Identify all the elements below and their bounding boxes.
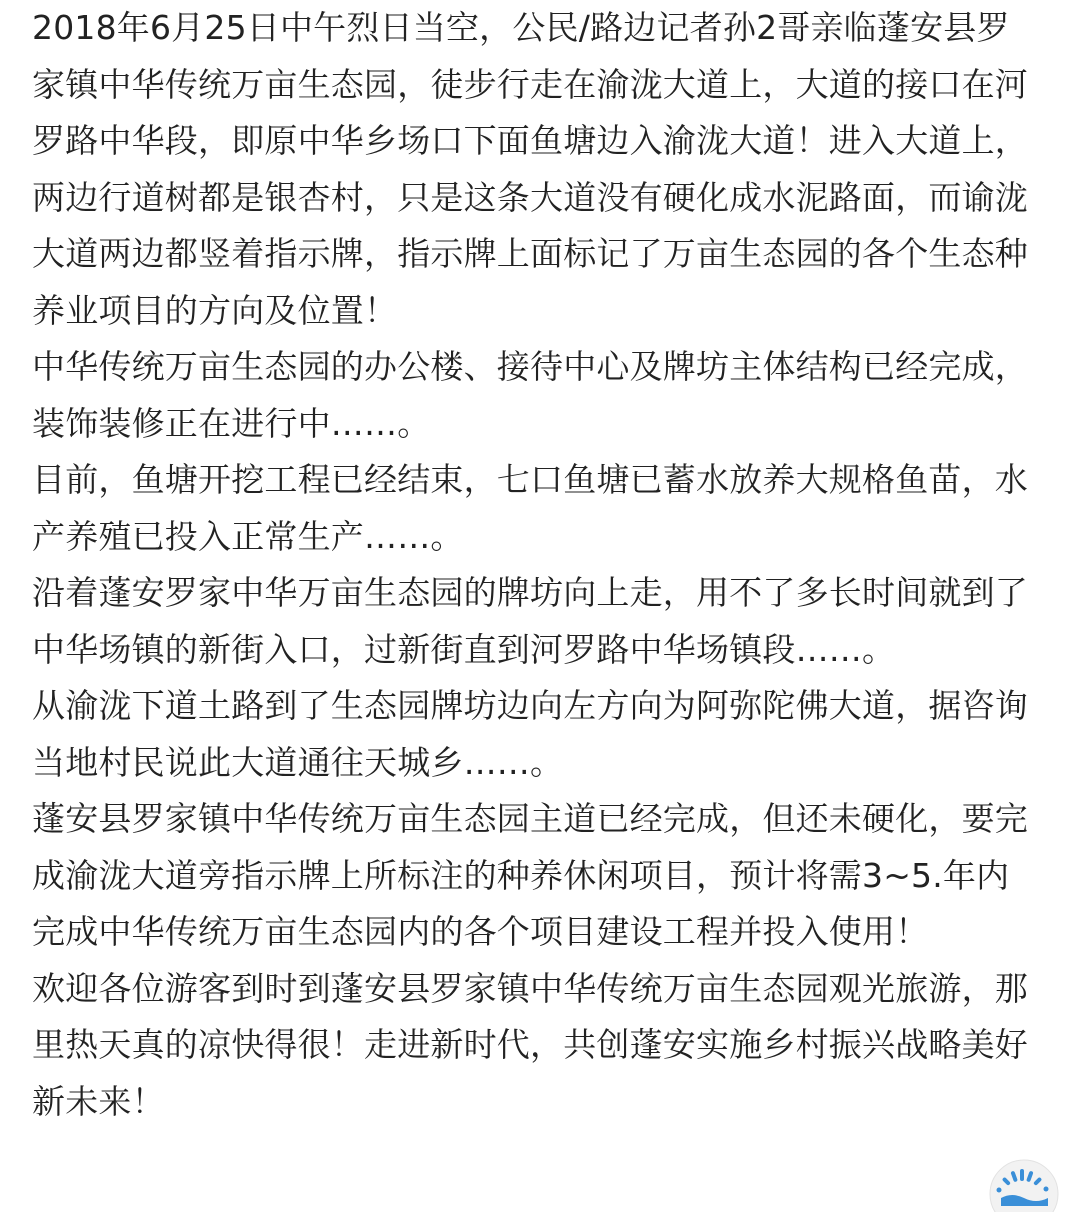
article-body bbox=[32, 0, 1037, 1130]
paragraph-7: 欢迎各位游客到时到蓬安县罗家镇中华传统万亩生态园观光旅游，那里热天真的凉快得很！走进新时代，共创蓬安实施乡村振兴战略美好新未来！ bbox=[32, 968, 1028, 1121]
paragraph-1: 2018年6月25日中午烈日当空，公民/路边记者孙2哥亲临蓬安县罗家镇中华传统万亩生态园，徒步行走在渝泷大道上，大道的接口在河罗路中华段，即原中华乡场口下面鱼塘边入渝泷大道！进入大道上，两边行道树都是银杏村，只是这条大道没有硬化成水泥路面，而谕泷大道两边都竖着指示牌，指示牌上面标记了万亩生态园的各个生态种养业项目的方向及位置！ bbox=[32, 8, 1028, 330]
paragraph-3: 目前，鱼塘开挖工程已经结束，七口鱼塘已蓄水放养大规格鱼苗，水产养殖已投入正常生产……。 bbox=[32, 460, 1028, 556]
paragraph-4: 沿着蓬安罗家中华万亩生态园的牌坊向上走，用不了多长时间就到了中华场镇的新街入口，过新街直到河罗路中华场镇段……。 bbox=[32, 573, 1028, 669]
watermark-logo bbox=[976, 1146, 1072, 1212]
splash-logo-icon bbox=[976, 1146, 1072, 1212]
paragraph-2: 中华传统万亩生态园的办公楼、接待中心及牌坊主体结构已经完成，装饰装修正在进行中……。 bbox=[32, 347, 1028, 443]
paragraph-5: 从渝泷下道土路到了生态园牌坊边向左方向为阿弥陀佛大道，据咨询当地村民说此大道通往天城乡……。 bbox=[32, 686, 1028, 782]
paragraph-6: 蓬安县罗家镇中华传统万亩生态园主道已经完成，但还未硬化，要完成渝泷大道旁指示牌上所标注的种养休闲项目，预计将需3~5.年内完成中华传统万亩生态园内的各个项目建设工程并投入使用！ bbox=[32, 799, 1028, 951]
